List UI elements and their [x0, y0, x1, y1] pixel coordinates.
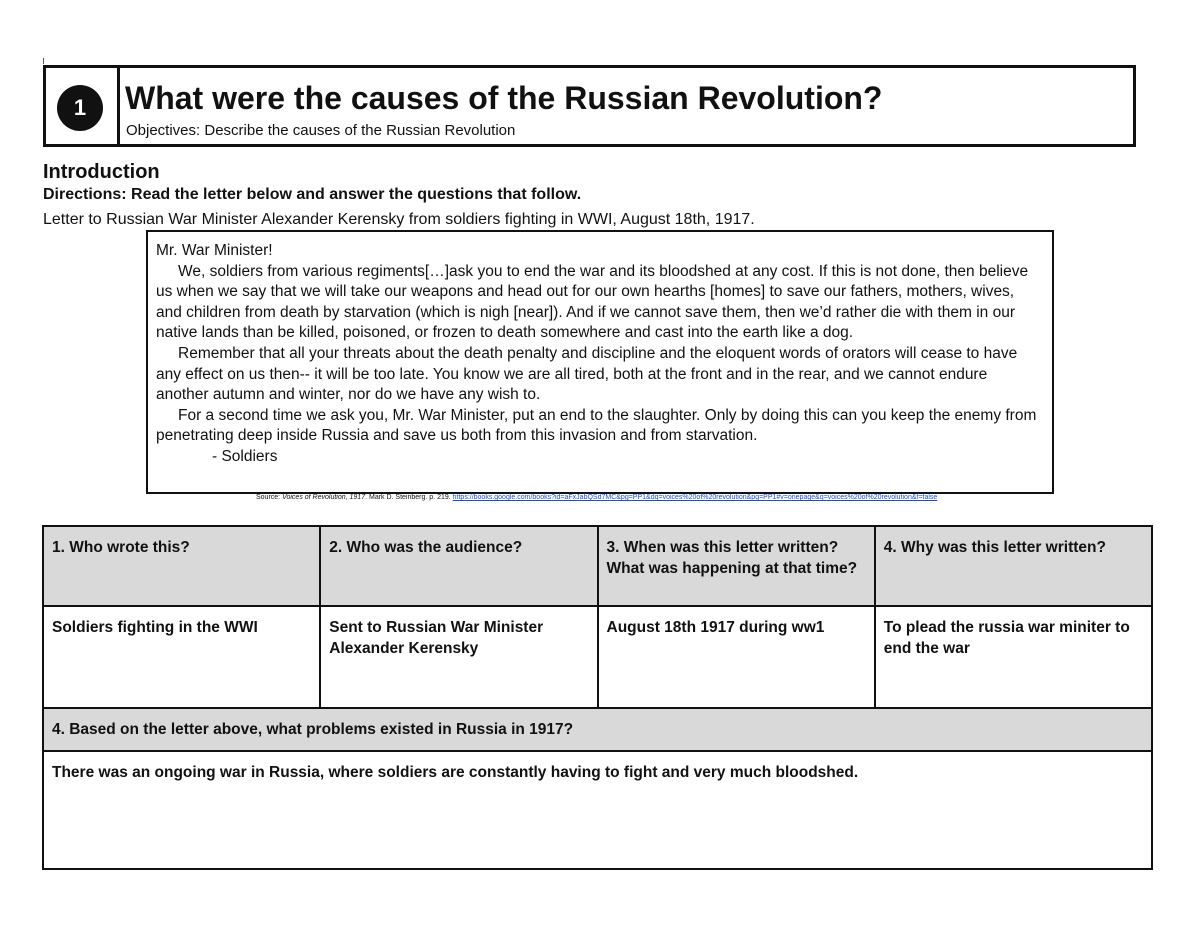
question-problems-row	[43, 708, 1152, 751]
directions-text: Directions: Read the letter below and answer the questions that follow.	[43, 186, 582, 203]
answers-row	[43, 606, 1152, 708]
letter-box	[146, 230, 1054, 494]
lesson-header	[43, 65, 1136, 147]
introduction-heading: Introduction	[43, 161, 160, 183]
objectives	[126, 122, 515, 139]
lesson-number-badge: 1	[57, 85, 103, 131]
source-details: . Mark D. Steinberg. p. 219.	[365, 494, 453, 501]
letter-paragraph-1: We, soldiers from various regiments[…]ask you to end the war and its bloodshed at any cost. If this is not done, then believe us when we say that we will take our weapons and head out for our own hearths [homes] to save our fathers, mothers, wives, and children from death by starvation (which is nigh [near]). And if we cannot save them, then we’d rather die with them in our native lands than be killed, poisoned, or frozen to death somewhere and cast into the earth like a dog.	[156, 262, 1029, 342]
answer-4[interactable]: To plead the russia war miniter to end the war	[875, 606, 1152, 708]
page-tick-mark	[43, 58, 44, 64]
source-prefix: Source:	[256, 494, 283, 501]
answer-problems[interactable]: There was an ongoing war in Russia, where soldiers are constantly having to fight and very much bloodshed.	[43, 751, 1152, 869]
question-4: 4. Why was this letter written?	[875, 526, 1152, 606]
letter-description: Letter to Russian War Minister Alexander Kerensky from soldiers fighting in WWI, August 18th, 1917.	[43, 211, 755, 228]
answer-3[interactable]: August 18th 1917 during ww1	[598, 606, 875, 708]
source-link[interactable]: https://books.google.com/books?id=aFxJabQSd7MC&pg=PP1&dq=voices%20of%20revolution&pg=PP1#v=onepage&q=voices%20of%20revolution&f=false	[452, 494, 938, 501]
lesson-title: What were the causes of the Russian Revolution?	[125, 80, 883, 116]
lesson-number-cell	[46, 68, 120, 144]
answer-problems-row	[43, 751, 1152, 869]
letter-paragraph-2: Remember that all your threats about the death penalty and discipline and the eloquent words of orators will cease to have any effect on us then-- it will be too late. You know we are all tired, both at the front and in the rear, and we cannot endure another autumn and winter, nor do we have any wish to.	[156, 344, 1018, 404]
objectives-text: Describe the causes of the Russian Revolution	[200, 122, 516, 139]
letter-salutation: Mr. War Minister!	[156, 242, 273, 259]
question-2: 2. Who was the audience?	[320, 526, 597, 606]
question-problems: 4. Based on the letter above, what problems existed in Russia in 1917?	[43, 708, 1152, 751]
letter-signature: - Soldiers	[212, 447, 278, 465]
letter-paragraph-3: For a second time we ask you, Mr. War Minister, put an end to the slaughter. Only by doing this can you keep the enemy from penetrating deep inside Russia and save us both from this invasion and from starvation.	[156, 406, 1037, 445]
objectives-label: Objectives:	[126, 122, 201, 139]
answer-1[interactable]: Soldiers fighting in the WWI	[43, 606, 320, 708]
question-1: 1. Who wrote this?	[43, 526, 320, 606]
question-3: 3. When was this letter written? What was happening at that time?	[598, 526, 875, 606]
source-citation	[256, 494, 937, 501]
source-book-title: Voices of Revolution, 1917	[282, 494, 366, 501]
questions-row	[43, 526, 1152, 606]
answer-2[interactable]: Sent to Russian War Minister Alexander Kerensky	[320, 606, 597, 708]
questions-table	[42, 525, 1153, 870]
